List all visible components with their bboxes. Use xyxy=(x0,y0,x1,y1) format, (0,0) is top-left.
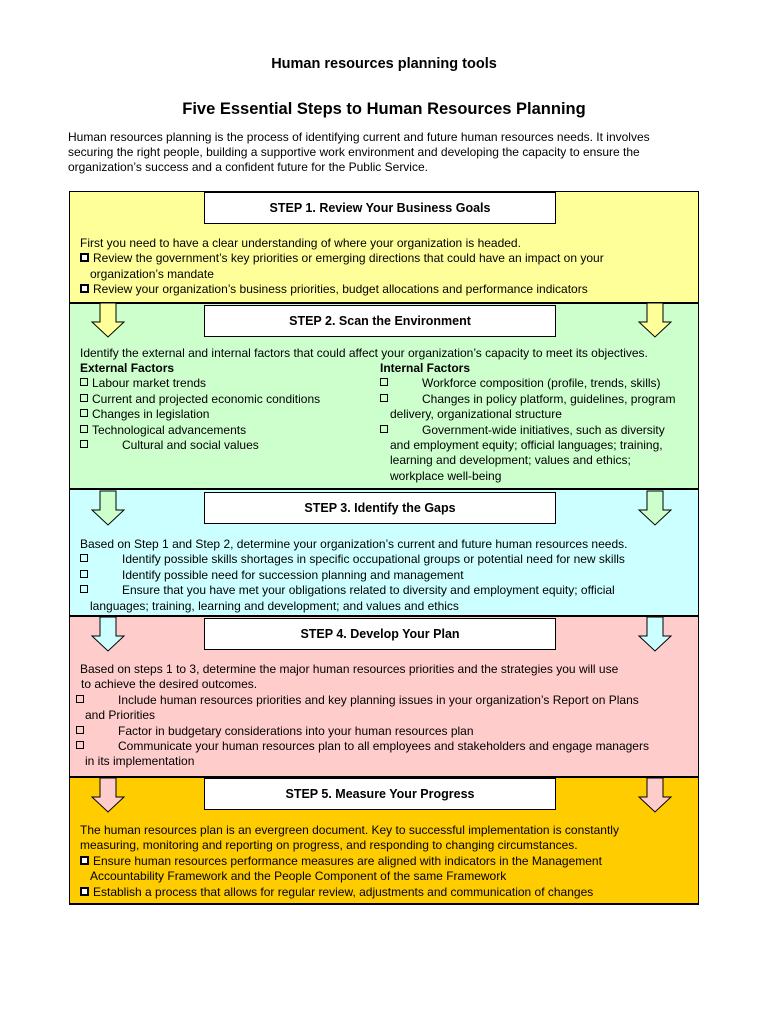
external-item: Changes in legislation xyxy=(92,407,210,422)
checkbox-icon xyxy=(80,585,88,593)
down-arrow-icon xyxy=(637,616,673,652)
step4-item: Include human resources priorities and key planning issues in your organization’s Report on Plans xyxy=(118,692,639,707)
step2-panel xyxy=(69,303,699,489)
external-item: Labour market trends xyxy=(92,376,207,391)
checkbox-icon xyxy=(380,378,388,386)
step1-lead: First you need to have a clear understanding of where your organization is headed. xyxy=(80,236,521,250)
step3-item-cont: languages; training, learning and development; and values and ethics xyxy=(90,598,459,613)
step4-item-cont: in its implementation xyxy=(85,754,195,769)
down-arrow-icon xyxy=(90,490,126,526)
internal-item: Government-wide initiatives, such as diversity xyxy=(422,422,665,437)
step1-item-cont: organization’s mandate xyxy=(90,266,214,281)
step4-panel xyxy=(69,616,699,777)
step5-panel xyxy=(69,777,699,905)
checkbox-icon xyxy=(80,887,89,896)
step2-title: STEP 2. Scan the Environment xyxy=(204,305,556,337)
intro-line: Human resources planning is the process of identifying current and future human resources needs. It involves xyxy=(68,130,650,144)
down-arrow-icon xyxy=(90,777,126,813)
step4-lead: to achieve the desired outcomes. xyxy=(81,677,258,692)
step3-lead: Based on Step 1 and Step 2, determine your organization’s current and future human resources needs. xyxy=(80,537,628,551)
step5-item-cont: Accountability Framework and the People Component of the same Framework xyxy=(90,869,507,884)
page-subtitle: Five Essential Steps to Human Resources Planning xyxy=(182,100,586,118)
down-arrow-icon xyxy=(637,490,673,526)
internal-factors xyxy=(380,361,698,484)
step1-content xyxy=(80,236,690,298)
internal-item-cont: delivery, organizational structure xyxy=(390,407,562,422)
checkbox-icon xyxy=(80,378,88,386)
internal-heading: Internal Factors xyxy=(380,361,471,375)
step5-title: STEP 5. Measure Your Progress xyxy=(204,778,556,810)
down-arrow-icon xyxy=(90,302,126,338)
step5-lead: The human resources plan is an evergreen document. Key to successful implementation is constantly xyxy=(80,823,619,837)
checkbox-icon xyxy=(80,856,89,865)
external-heading: External Factors xyxy=(80,361,175,375)
intro-paragraph xyxy=(68,130,708,175)
step1-item: Review the government’s key priorities or emerging directions that could have an impact on your xyxy=(93,251,604,266)
down-arrow-icon xyxy=(637,302,673,338)
step2-content xyxy=(80,346,690,361)
external-item: Cultural and social values xyxy=(122,438,259,453)
page-title: Human resources planning tools xyxy=(271,56,497,72)
internal-item-cont: learning and development; values and ethics; xyxy=(390,453,631,468)
external-item: Current and projected economic conditions xyxy=(92,391,321,406)
intro-line: organization’s success and a confident future for the Public Service. xyxy=(68,160,428,174)
step4-item: Factor in budgetary considerations into your human resources plan xyxy=(118,723,474,738)
intro-line: securing the right people, building a supportive work environment and developing the capacity to ensure the xyxy=(68,145,640,159)
checkbox-icon xyxy=(380,394,388,402)
step3-item: Identify possible need for succession planning and management xyxy=(122,567,464,582)
step5-lead: measuring, monitoring and reporting on progress, and responding to changing circumstances. xyxy=(80,838,578,853)
internal-item-cont: and employment equity; official languages; training, xyxy=(390,438,663,453)
checkbox-icon xyxy=(80,425,88,433)
checkbox-icon xyxy=(80,554,88,562)
checkbox-icon xyxy=(380,425,388,433)
checkbox-icon xyxy=(80,253,89,262)
step3-content xyxy=(80,537,690,614)
step1-title: STEP 1. Review Your Business Goals xyxy=(204,192,556,224)
checkbox-icon xyxy=(76,726,84,734)
step5-item: Establish a process that allows for regular review, adjustments and communication of changes xyxy=(93,884,594,899)
step3-title: STEP 3. Identify the Gaps xyxy=(204,492,556,524)
step4-title: STEP 4. Develop Your Plan xyxy=(204,618,556,650)
down-arrow-icon xyxy=(90,616,126,652)
step3-item: Identify possible skills shortages in specific occupational groups or potential need for new skills xyxy=(122,552,625,567)
checkbox-icon xyxy=(76,741,84,749)
checkbox-icon xyxy=(80,409,88,417)
internal-item: Workforce composition (profile, trends, skills) xyxy=(422,376,661,391)
external-factors xyxy=(80,361,370,453)
step4-lead: Based on steps 1 to 3, determine the major human resources priorities and the strategies you will use xyxy=(80,662,619,676)
step1-item: Review your organization’s business priorities, budget allocations and performance indicators xyxy=(93,282,588,297)
checkbox-icon xyxy=(80,570,88,578)
step4-item-cont: and Priorities xyxy=(85,708,156,723)
external-item: Technological advancements xyxy=(92,422,247,437)
internal-item-cont: workplace well-being xyxy=(390,468,502,483)
step5-content xyxy=(80,823,690,900)
checkbox-icon xyxy=(76,695,84,703)
step5-item: Ensure human resources performance measures are aligned with indicators in the Management xyxy=(93,853,602,868)
step4-content xyxy=(80,662,690,770)
checkbox-icon xyxy=(80,394,88,402)
checkbox-icon xyxy=(80,440,88,448)
internal-item: Changes in policy platform, guidelines, program xyxy=(422,391,676,406)
down-arrow-icon xyxy=(637,777,673,813)
step2-lead: Identify the external and internal factors that could affect your organization’s capacity to meet its objectives. xyxy=(80,346,648,360)
step3-panel xyxy=(69,489,699,616)
step1-panel xyxy=(69,191,699,303)
step3-item: Ensure that you have met your obligations related to diversity and employment equity; official xyxy=(122,583,615,598)
step4-item: Communicate your human resources plan to all employees and stakeholders and engage managers xyxy=(118,739,649,754)
checkbox-icon xyxy=(80,284,89,293)
